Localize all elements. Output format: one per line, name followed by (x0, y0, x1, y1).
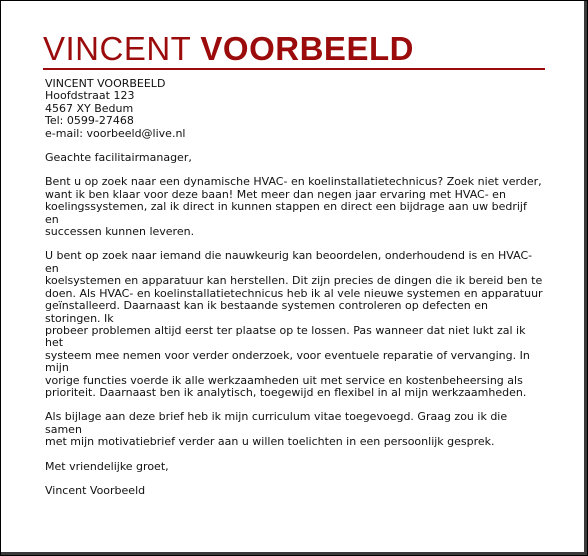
paragraph-intro (45, 176, 543, 238)
text-line: prioriteit. Daarnaast ben ik analytisch, toegewijd en flexibel in al mijn werkzaamheden. (45, 385, 527, 399)
paragraph-attachment (45, 411, 543, 448)
paragraph-experience (45, 250, 543, 399)
letter-header (43, 31, 545, 70)
text-line: koelsystemen en apparatuur kan herstellen. Dit zijn precies de dingen die ik bereid ben te (45, 274, 543, 288)
address-email: e-mail: voorbeeld@live.nl (45, 126, 186, 140)
last-name: VOORBEELD (200, 30, 414, 67)
address-block (45, 78, 543, 140)
address-street: Hoofdstraat 123 (45, 89, 135, 103)
text-line: doen. Als HVAC- en koelinstallatietechnicus heb ik al vele nieuwe systemen en apparatuur (45, 286, 543, 300)
salutation: Geachte facilitairmanager, (45, 151, 192, 165)
text-line: successen kunnen leveren. (45, 225, 195, 239)
text-line: Bent u op zoek naar een dynamische HVAC- en koelinstallatietechnicus? Zoek niet verder, (45, 175, 542, 189)
sender-name-heading (43, 31, 545, 67)
text-line: U bent op zoek naar iemand die nauwkeurig kan beoordelen, onderhoudend is en HVAC- en (45, 249, 533, 275)
first-name: VINCENT (43, 30, 191, 67)
signature: Vincent Voorbeeld (45, 483, 146, 497)
closing: Met vriendelijke groet, (45, 459, 169, 473)
text-line: Als bijlage aan deze brief heb ik mijn curriculum vitae toegevoegd. Graag zou ik die samen (45, 410, 508, 436)
text-line: probeer problemen altijd eerst ter plaatse op te lossen. Pas wanneer dat niet lukt zal ik het (45, 323, 526, 350)
text-line: systeem mee nemen voor verder onderzoek, voor eventuele reparatie of vervanging. In mijn (45, 348, 530, 375)
letter-body (45, 78, 543, 509)
address-city: 4567 XY Bedum (45, 101, 134, 115)
text-line: vorige functies voerde ik alle werkzaamheden uit met service en kostenbeheersing als (45, 373, 523, 387)
text-line: want ik ben klaar voor deze baan! Met meer dan negen jaar ervaring met HVAC- en (45, 187, 506, 201)
text-line: geïnstalleerd. Daarnaast kan ik bestaande systemen controleren op defecten en storingen. Ik (45, 299, 488, 325)
address-phone: Tel: 0599-27468 (45, 114, 134, 128)
header-divider (43, 68, 545, 70)
text-line: koelingssystemen, zal ik direct in kunnen stappen en direct een bijdrage aan uw bedrijf en (45, 200, 527, 226)
address-name: VINCENT VOORBEELD (45, 77, 166, 90)
text-line: met mijn motivatiebrief verder aan u willen toelichten in een persoonlijk gesprek. (45, 435, 495, 449)
